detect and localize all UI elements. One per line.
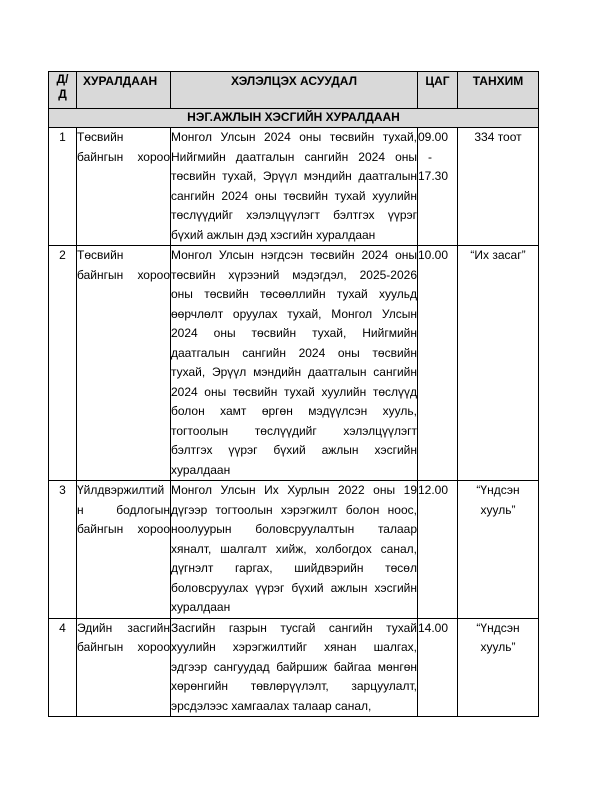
meeting-line: байнгын хороо [77,640,170,654]
table-row [49,246,539,481]
issue-description [171,481,418,619]
issue-line: бүхий ажлын дэд хэсгийн хуралдаан [171,227,376,242]
time-line: 14.00 [418,620,449,635]
room-line: “Үндсэн [476,620,520,635]
meeting-line: Эдийн засгийн [77,620,170,635]
meeting-room [458,618,539,717]
row-number: 3 [49,481,77,619]
row-number: 4 [49,618,77,717]
time-line: - [428,149,432,164]
meeting-room [458,481,539,619]
issue-line: төслүүдийг хэлэлцүүлэгт бэлтгэх үүрэг [171,208,417,222]
meeting-line: Төсвийн [77,248,124,262]
room-line: 334 тоот [474,130,522,144]
issue-line: Монгол Улсын 2024 оны төсвийн тухай, [171,130,417,144]
time-line: 10.00 [418,248,449,262]
table-row [49,481,539,619]
issue-line: хуулийн хэрэгжилтийг хянан шалгах, [171,640,417,654]
header-row [49,72,539,109]
issue-description [171,128,418,246]
schedule-table [48,71,539,717]
issue-line: бэлтгэх үүрэг бүхий ажлын хэсгийн [171,443,417,457]
issue-line: хуралдаан [171,462,231,477]
row-number: 2 [49,246,77,481]
issue-line: төсвийн тухай, Эрүүл мэндийн даатгалын [171,169,417,183]
meeting-line: Үйлдвэржилтий [77,483,165,497]
table-row [49,128,539,246]
issue-line: Монгол Улсын Их Хурлын 2022 оны 19 [171,483,417,497]
col-header-time: ЦАГ [418,72,458,109]
issue-line: тухай, Эрүүл мэндийн даатгалын сангийн [171,365,417,379]
section-row [49,109,539,128]
time-line: 17.30 [418,169,449,183]
issue-line: 2024 оны төсвийн тухай хуулийн төслүүд [171,384,417,399]
meeting-name [77,481,171,619]
meeting-line: Төсвийн [77,130,124,144]
meeting-name [77,246,171,481]
meeting-name [77,128,171,246]
table-row [49,618,539,717]
col-header-meeting: ХУРАЛДААН [77,72,171,109]
issue-line: дүгнэлт гаргах, шийдвэрийн төсөл [171,561,417,575]
issue-line: оны төсвийн төсөөллийн тухай хуульд [171,287,417,301]
issue-line: төсвийн хүрээний мэдэгдэл, 2025-2026 [171,267,417,282]
issue-line: даатгалын сангийн 2024 оны төсвийн [171,345,417,360]
room-line: хууль” [480,640,516,654]
meeting-line: н бодлогын [77,502,170,517]
issue-line: Монгол Улсын нэгдсэн төсвийн 2024 оны [171,248,417,262]
meeting-room [458,128,539,246]
issue-line: Засгийн газрын тусгай сангийн тухай [171,620,417,635]
issue-line: Нийгмийн даатгалын сангийн 2024 оны [171,149,417,164]
meeting-room [458,246,539,481]
meeting-time [418,618,458,717]
meeting-line: байнгын хороо [77,149,170,164]
issue-line: боловсруулах үүрэг бүхий ажлын хэсгийн [171,580,417,595]
issue-line: өөрчлөлт оруулах тухай, Монгол Улсын [171,306,417,321]
col-header-issue: ХЭЛЭЛЦЭХ АСУУДАЛ [171,72,418,109]
time-line: 09.00 [418,130,449,144]
room-line: “Үндсэн [476,483,520,497]
meeting-name [77,618,171,717]
meeting-line: байнгын хороо [77,522,170,536]
meeting-time [418,481,458,619]
meeting-time [418,246,458,481]
col-header-room: ТАНХИМ [458,72,539,109]
issue-line: хөрөнгийн төвлөрүүлэлт, зарцуулалт, [171,679,417,693]
issue-description [171,618,418,717]
room-line: хууль” [480,502,516,517]
issue-line: болон хамт өргөн мэдүүлсэн хууль, [171,404,417,418]
issue-line: хяналт, шалгалт хийж, холбогдох санал, [171,541,417,556]
issue-description [171,246,418,481]
col-header-number: Д/ Д [49,72,77,109]
issue-line: эдгээр сангуудад байршиж байгаа мөнгөн [171,659,417,674]
issue-line: 2024 оны төсвийн тухай, Нийгмийн [171,326,417,340]
issue-line: тогтоолын төслүүдийг хэлэлцүүлэгт [171,423,417,438]
issue-line: хуралдаан [171,600,231,614]
issue-line: эрсдэлээс хамгаалах талаар санал, [171,698,372,713]
row-number: 1 [49,128,77,246]
issue-line: дүгээр тогтоолын хэрэгжилт болон ноос, [171,502,417,517]
meeting-line: байнгын хороо [77,267,170,282]
time-line: 12.00 [418,483,449,497]
room-line: “Их засаг” [470,248,526,262]
section-title: НЭГ.АЖЛЫН ХЭСГИЙН ХУРАЛДААН [49,109,539,128]
meeting-time [418,128,458,246]
issue-line: сангийн 2024 оны төсвийн тухай хуулийн [171,188,417,203]
issue-line: ноолуурын боловсруулалтын талаар [171,522,417,536]
